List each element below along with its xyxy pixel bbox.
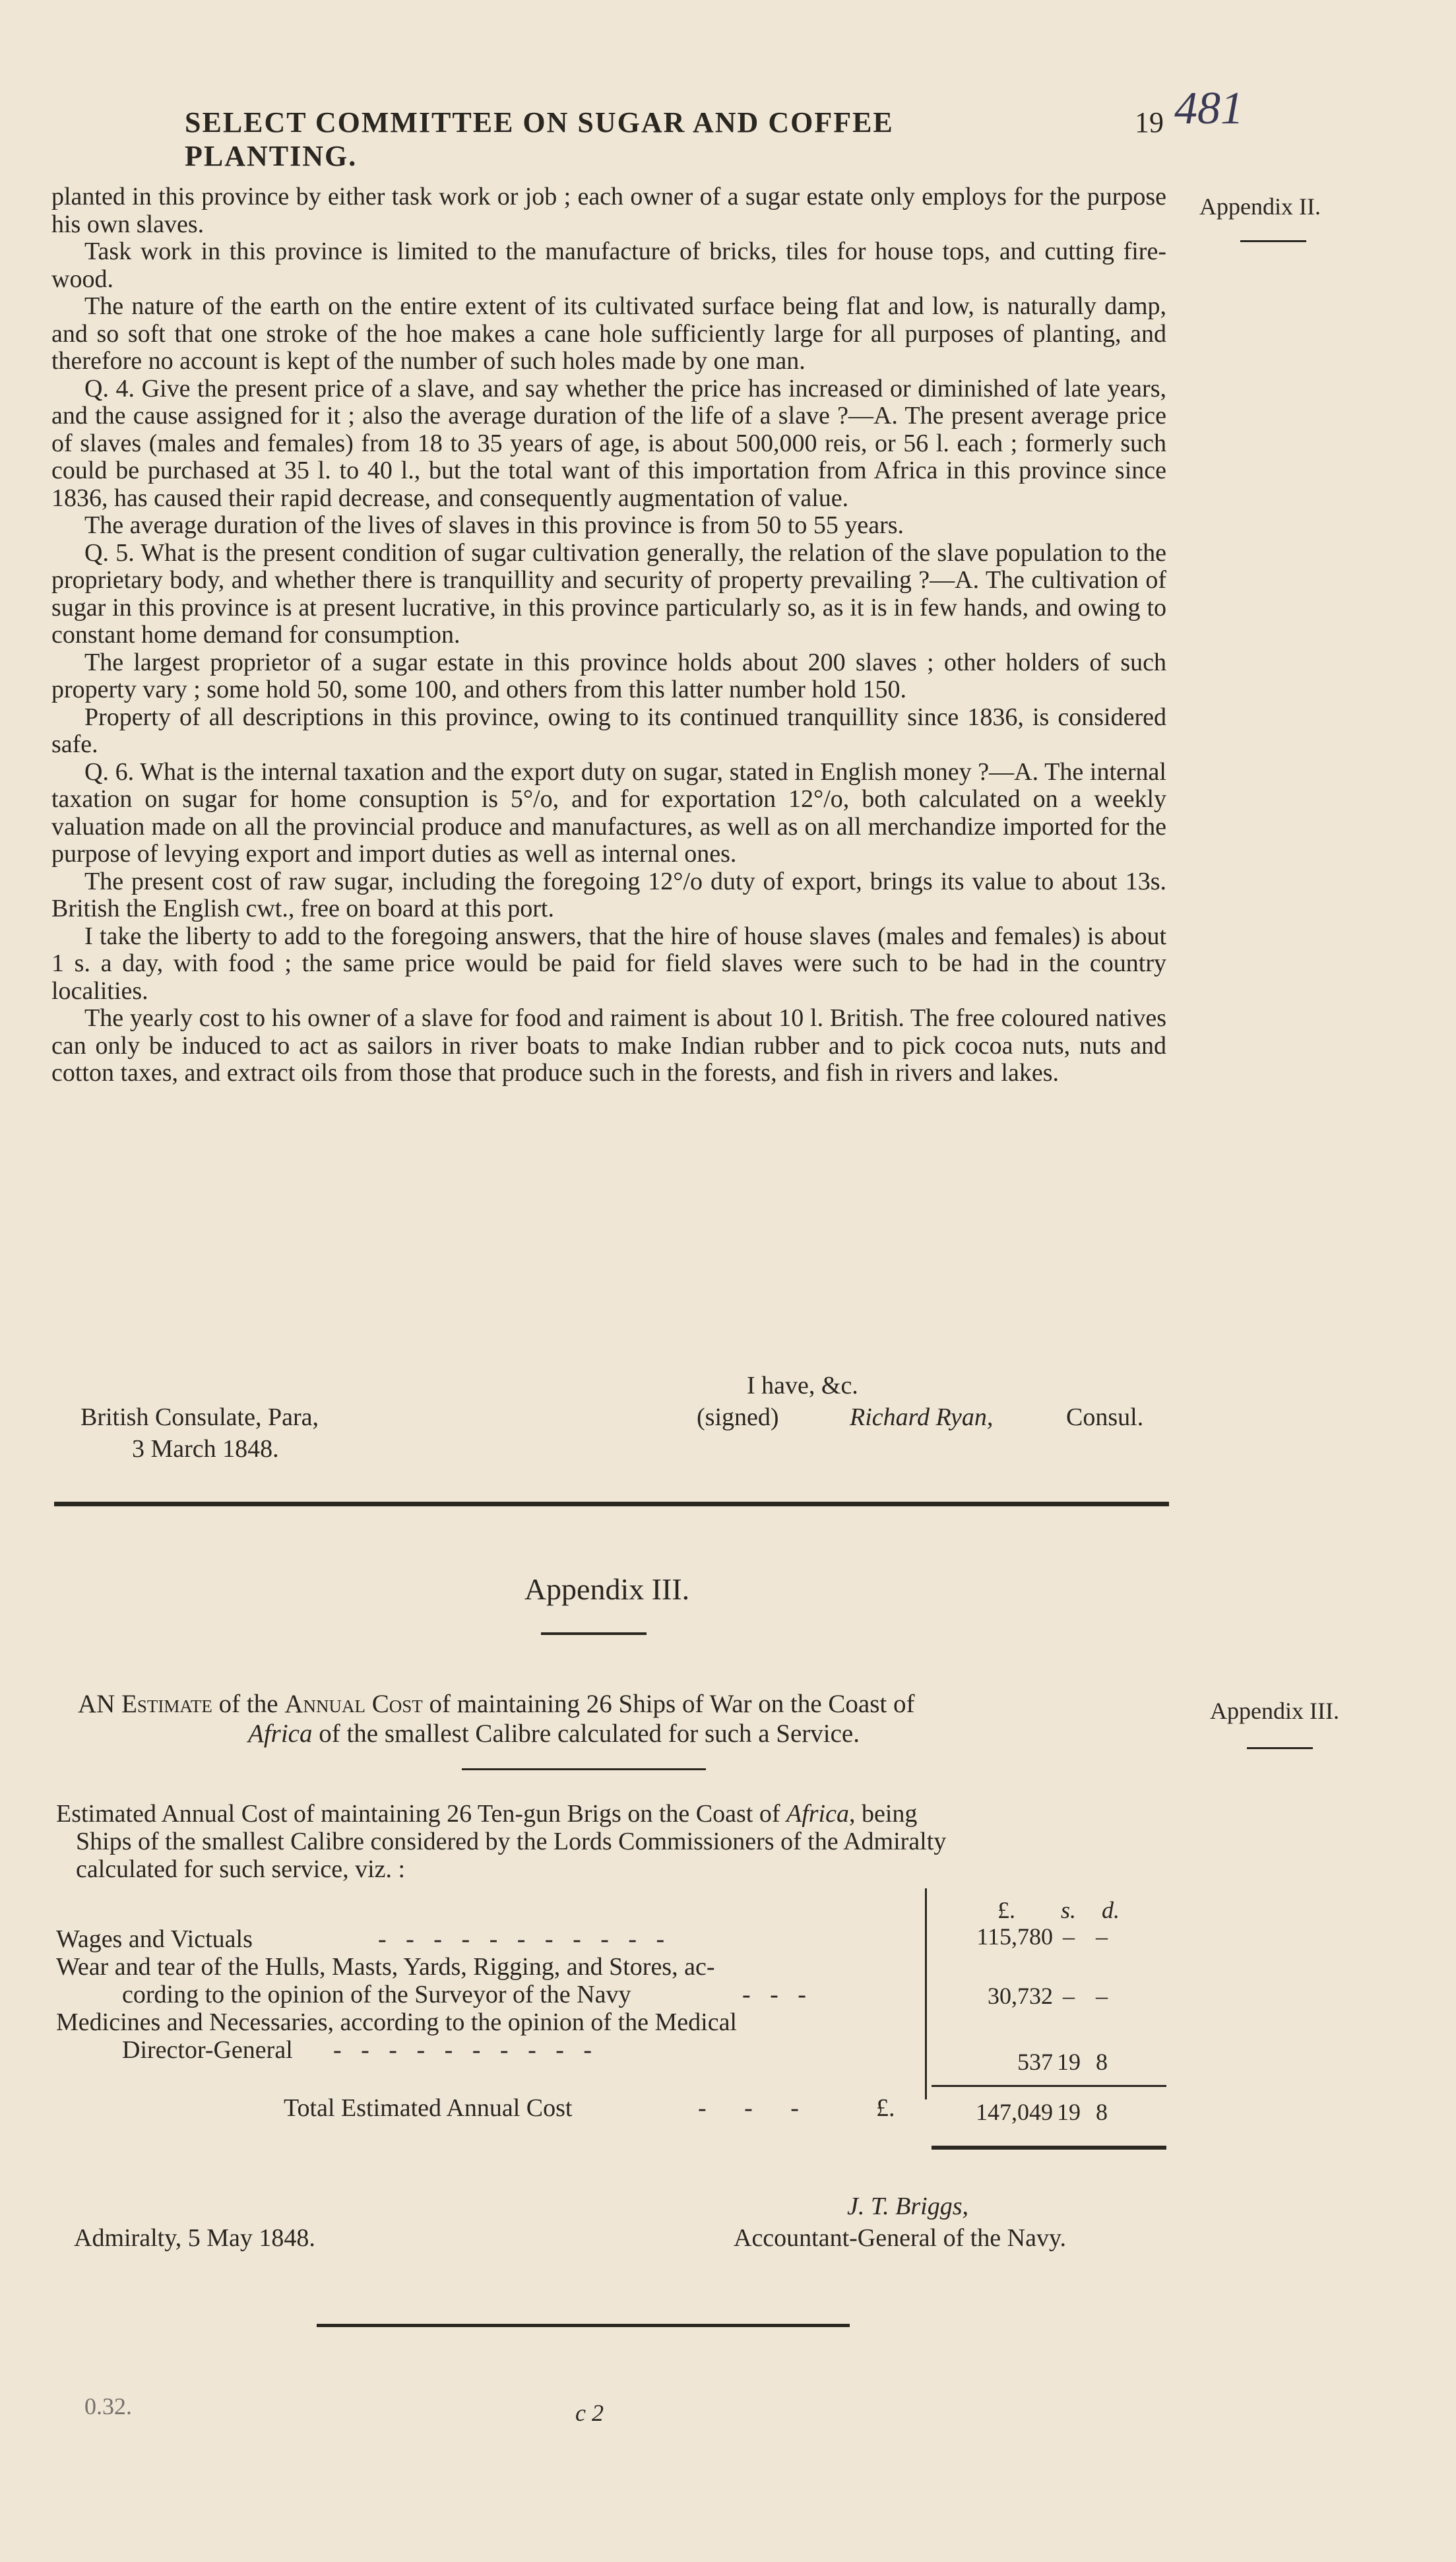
- table-row: Wear and tear of the Hulls, Masts, Yards, Rigging, and Stores, ac- cording to the opinion of the Surveyor of the Navy - - -: [56, 1953, 813, 2008]
- row-shillings: –: [1063, 1983, 1075, 2009]
- intro-line-1: Estimated Annual Cost of maintaining 26 Ten-gun Brigs on the Coast of Africa, being: [56, 1800, 918, 1828]
- end-rule: [317, 2324, 850, 2327]
- page-number: 19: [1135, 106, 1164, 139]
- pounds-header: £.: [997, 1897, 1015, 1923]
- row-pounds: 115,780: [976, 1923, 1053, 1950]
- total-pence: 8: [1096, 2099, 1108, 2125]
- margin-note-appendix-iii: Appendix III.: [1210, 1698, 1339, 1724]
- table-row: Medicines and Necessaries, according to the opinion of the Medical Director-General - - - - - - - - - -: [56, 2008, 737, 2064]
- signed-label: (signed): [697, 1403, 779, 1431]
- handwritten-folio-number: 481: [1174, 83, 1244, 134]
- signature-mark: c 2: [575, 2400, 604, 2426]
- paragraph: I take the liberty to add to the foregoing answers, that the hire of house slaves (males and females) is about 1 s. a day, with food ; the same price would be paid for field slaves were such to be had in the country localities.: [51, 922, 1166, 1005]
- row-shillings: 19: [1057, 2049, 1081, 2075]
- header-title: SELECT COMMITTEE ON SUGAR AND COFFEE PLANTING.: [185, 106, 894, 172]
- row-shillings: –: [1063, 1923, 1075, 1950]
- paragraph: Q. 5. What is the present condition of sugar cultivation generally, the relation of the slave population to the proprietary body, and whether there is tranquillity and security of property prevailing ?—A. The cultivation of sugar in this province is at present lucrative, in this province particularly so, as it is in few hands, and owing to constant home demand for consumption.: [51, 538, 1166, 649]
- letter-body: [51, 183, 1166, 1087]
- section-divider: [54, 1502, 1169, 1506]
- table-row: Wages and Victuals - - - - - - - - - - -: [56, 1925, 672, 1953]
- accountant-name: J. T. Briggs,: [847, 2193, 969, 2220]
- intro-line-3: calculated for such service, viz. :: [76, 1855, 406, 1883]
- paragraph: The nature of the earth on the entire extent of its cultivated surface being flat and low, is naturally damp, and so soft that one stroke of the hoe makes a cane hole sufficiently large for all purposes of planting, and therefore no account is kept of the number of such holes made by one man.: [51, 292, 1166, 375]
- shillings-header: s.: [1061, 1897, 1077, 1923]
- margin-rule: [1247, 1747, 1313, 1749]
- estimate-intro: [56, 1800, 1171, 1883]
- letter-date: 3 March 1848.: [132, 1435, 279, 1463]
- intro-line-2: Ships of the smallest Calibre considered by the Lords Commissioners of the Admiralty: [76, 1828, 947, 1855]
- signatory-name: Richard Ryan,: [850, 1403, 994, 1431]
- pence-header: d.: [1102, 1897, 1120, 1923]
- signatory-role: Consul.: [1066, 1403, 1144, 1431]
- row-pounds: 537: [1017, 2049, 1053, 2075]
- paragraph: The present cost of raw sugar, including the foregoing 12°/o duty of export, brings its value to about 13s. British the English cwt., free on board at this port.: [51, 867, 1166, 922]
- appendix-iii-heading: Appendix III.: [524, 1572, 690, 1606]
- paragraph: The yearly cost to his owner of a slave for food and raiment is about 10 l. British. The free coloured natives can only be induced to act as sailors in river boats to make Indian rubber and to pick cocoa nuts, nuts and cotton taxes, and extract oils from those that produce such in the forests, and fish in rivers and lakes.: [51, 1004, 1166, 1087]
- paragraph: Q. 4. Give the present price of a slave, and say whether the price has increased or diminished of late years, and the cause assigned for it ; also the average duration of the life of a slave ?—A. The present average price of slaves (males and females) from 18 to 35 years of age, is about 500,000 reis, or 56 l. each ; formerly such could be purchased at 35 l. to 40 l., but the total want of this importation from Africa in this province since 1836, has caused their rapid decrease, and consequently augmentation of value.: [51, 374, 1166, 512]
- footer-sheet-number: 0.32.: [84, 2393, 132, 2419]
- total-pounds: 147,049: [976, 2099, 1053, 2125]
- paragraph: planted in this province by either task work or job ; each owner of a sugar estate only employs for the purpose his own slaves.: [51, 183, 1166, 238]
- accountant-role: Accountant-General of the Navy.: [734, 2224, 1066, 2252]
- estimate-title: [78, 1689, 1166, 1748]
- total-row: Total Estimated Annual Cost - - - £.: [284, 2094, 895, 2122]
- total-rule: [932, 2146, 1166, 2150]
- paragraph: Property of all descriptions in this province, owing to its continued tranquillity since 1836, is considered safe.: [51, 703, 1166, 758]
- row-pence: 8: [1096, 2049, 1108, 2075]
- paragraph: Q. 6. What is the internal taxation and the export duty on sugar, stated in English money ?—A. The internal taxation on sugar for home consuption is 5°/o, and for exportation 12°/o, both calculated on a weekly valuation made on all the provincial produce and manufactures, as well as on all merchandize imported for the purpose of levying export and import duties as well as internal ones.: [51, 757, 1166, 868]
- paragraph: The average duration of the lives of slaves in this province is from 50 to 55 years.: [84, 511, 904, 539]
- total-shillings: 19: [1057, 2099, 1081, 2125]
- title-rule: [462, 1768, 706, 1770]
- row-pence: –: [1096, 1983, 1108, 2009]
- estimate-title-line-1: AN Estimate of the Annual Cost of maintaining 26 Ships of War on the Coast of: [78, 1690, 915, 1718]
- consulate-place: British Consulate, Para,: [80, 1403, 319, 1431]
- heading-rule: [541, 1632, 647, 1635]
- row-pounds: 30,732: [988, 1983, 1053, 2009]
- paragraph: Task work in this province is limited to the manufacture of bricks, tiles for house tops, and cutting fire-wood.: [51, 238, 1166, 293]
- subtotal-rule: [932, 2085, 1166, 2087]
- admiralty-date: Admiralty, 5 May 1848.: [74, 2224, 315, 2252]
- closing-phrase: I have, &c.: [747, 1372, 858, 1399]
- margin-rule: [1240, 240, 1306, 242]
- estimate-title-line-2: Africa of the smallest Calibre calculated for such a Service.: [248, 1719, 860, 1748]
- paragraph: The largest proprietor of a sugar estate in this province holds about 200 slaves ; other holders of such property vary ; some hold 50, some 100, and others from this latter number hold 150.: [51, 648, 1166, 703]
- row-pence: –: [1096, 1923, 1108, 1950]
- margin-note-appendix-ii: Appendix II.: [1199, 193, 1321, 220]
